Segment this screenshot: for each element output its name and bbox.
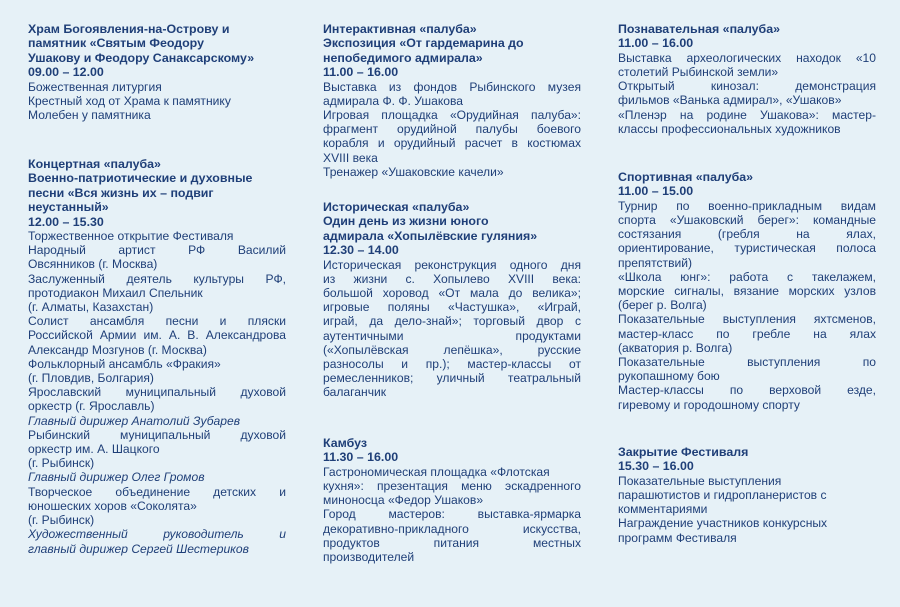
program-section xyxy=(618,445,876,545)
section-text-line: декоративно-прикладного искусства, xyxy=(323,521,581,536)
section-time: 12.00 – 15.30 xyxy=(28,214,104,229)
section-title: Камбуз xyxy=(323,436,367,450)
section-text-line: корабля и орудийный расчет в костюмах xyxy=(323,136,581,151)
section-text-line: Тренажер «Ушаковские качели» xyxy=(323,164,504,179)
section-text-line: продуктов питания местных xyxy=(323,535,581,550)
section-title: адмирала «Хопылёвские гуляния» xyxy=(323,228,538,243)
section-text-line: Фольклорный ансамбль «Фракия» xyxy=(28,356,221,371)
section-time: 11.30 – 16.00 xyxy=(323,450,399,465)
section-title: Историческая «палуба» xyxy=(323,200,470,214)
section-text-line: большой хоровод «От мала до велика»; xyxy=(323,286,581,301)
section-text-line: Выставка из фондов Рыбинского музея xyxy=(323,79,581,94)
section-text-line: Показательные выступления яхтсменов, xyxy=(618,312,876,327)
section-text-line: оркестр им. А. Шацкого xyxy=(28,442,160,457)
section-time: 11.00 – 15.00 xyxy=(618,184,694,199)
section-text-line: мастер-класс по гребле на ялах xyxy=(618,326,876,341)
section-text-line: Выставка археологических находок «10 xyxy=(618,50,876,65)
section-text-line: (акватория р. Волга) xyxy=(618,340,733,355)
section-text-line: фильмов «Ванька адмирал», «Ушаков» xyxy=(618,93,842,108)
program-section xyxy=(323,200,581,400)
section-title: Военно-патриотические и духовные xyxy=(28,171,253,186)
section-text-line: Молебен у памятника xyxy=(28,108,151,123)
section-text-line: Мастер-классы по верховой езде, xyxy=(618,383,876,398)
section-text-line: адмирала Ф. Ф. Ушакова xyxy=(323,93,464,108)
section-text-line: Главный дирижер Анатолий Зубарев xyxy=(28,413,241,428)
section-text-line: Божественная литургия xyxy=(28,79,162,94)
section-text-line: «Пленэр на родине Ушакова»: мастер- xyxy=(618,107,876,122)
section-text-line: (г. Рыбинск) xyxy=(28,513,95,528)
section-text-line: рукопашному бою xyxy=(618,369,720,384)
section-time: 11.00 – 16.00 xyxy=(618,36,694,51)
section-text-line: производителей xyxy=(323,550,415,565)
section-text-line: (г. Пловдив, Болгария) xyxy=(28,371,154,386)
section-text-line: комментариями xyxy=(618,502,708,517)
section-text-line: Игровая площадка «Орудийная палуба»: xyxy=(323,108,581,123)
section-text-line: фрагмент орудийной палубы боевого xyxy=(323,122,581,137)
section-title: неустанный» xyxy=(28,200,109,215)
section-text-line: программ Фестиваля xyxy=(618,530,737,545)
section-title: памятник «Святым Феодору xyxy=(28,36,204,51)
section-text-line: разносолы и пр.); мастер-классы от xyxy=(323,357,581,372)
section-title: Спортивная «палуба» xyxy=(618,170,754,184)
section-time: 15.30 – 16.00 xyxy=(618,459,694,474)
section-text-line: протодиакон Михаил Спельник xyxy=(28,285,203,300)
section-text-line: Российской Армии им. А. В. Александрова xyxy=(28,328,286,343)
section-text-line: Награждение участников конкурсных xyxy=(618,516,828,531)
section-text-line: аутентичными продуктами xyxy=(323,328,581,343)
section-text-line: Гастрономическая площадка «Флотская xyxy=(323,464,550,479)
section-text-line: состязания (гребля на ялах, xyxy=(618,227,876,242)
section-text-line: из жизни с. Хопылево XVIII века: xyxy=(323,271,581,286)
program-section xyxy=(28,22,286,122)
section-title: Интерактивная «палуба» xyxy=(323,22,477,36)
section-text-line: «Школа юнг»: работа с такелажем, xyxy=(618,269,876,284)
section-text-line: столетий Рыбинской земли» xyxy=(618,65,779,80)
section-text-line: Крестный ход от Храма к памятнику xyxy=(28,93,231,108)
section-text-line: ремесленников; уличный театральный xyxy=(323,371,581,386)
section-text-line: Ярославский муниципальный духовой xyxy=(28,385,286,400)
program-section xyxy=(618,22,876,136)
section-time: 12.30 – 14.00 xyxy=(323,243,399,258)
section-title: непобедимого адмирала» xyxy=(323,50,483,65)
section-text-line: (г. Рыбинск) xyxy=(28,456,95,471)
section-text-line: Торжественное открытие Фестиваля xyxy=(28,229,234,244)
section-text-line: играй, да дело-знай»; торговый двор с xyxy=(323,314,581,329)
section-text-line: Художественный руководитель и xyxy=(28,527,286,542)
section-text-line: Овсянников (г. Москва) xyxy=(28,257,158,272)
section-text-line: игровые поляны «Частушка», «Играй, xyxy=(323,300,581,315)
section-text-line: оркестр (г. Ярославль) xyxy=(28,399,155,414)
section-text-line: гиревому и городошному спорту xyxy=(618,397,800,412)
section-title: Концертная «палуба» xyxy=(28,157,161,171)
section-text-line: классы профессиональных художников xyxy=(618,121,841,136)
section-time: 09.00 – 12.00 xyxy=(28,65,104,80)
section-text-line: (берег р. Волга) xyxy=(618,298,707,313)
section-time: 11.00 – 16.00 xyxy=(323,65,399,80)
section-text-line: Александр Мозгунов (г. Москва) xyxy=(28,342,207,357)
section-text-line: морские сигналы, вязание морских узлов xyxy=(618,284,876,299)
section-text-line: балаганчик xyxy=(323,385,387,400)
section-text-line: Заслуженный деятель культуры РФ, xyxy=(28,271,286,286)
section-text-line: спорта «Ушаковский берег»: командные xyxy=(618,213,876,228)
section-text-line: парашютистов и гидропланеристов с xyxy=(618,488,827,503)
section-text-line: Открытый кинозал: демонстрация xyxy=(618,79,876,94)
section-title: Экспозиция «От гардемарина до xyxy=(323,36,524,51)
section-text-line: («Хопылёвская лепёшка», русские xyxy=(323,342,581,357)
program-section xyxy=(323,22,581,179)
section-title: Закрытие Фестиваля xyxy=(618,445,749,459)
section-text-line: кухня»: презентация меню эскадренного xyxy=(323,479,581,494)
section-text-line: Показательные выступления по xyxy=(618,355,876,370)
section-text-line: препятствий) xyxy=(618,255,693,270)
program-section xyxy=(618,170,876,412)
section-title: Один день из жизни юного xyxy=(323,214,489,229)
section-text-line: Народный артист РФ Василий xyxy=(28,243,286,258)
section-title: песни «Вся жизнь их – подвиг xyxy=(28,185,214,200)
program-section xyxy=(28,157,286,556)
section-text-line: ориентирование, туристическая полоса xyxy=(618,241,876,256)
section-text-line: миноносца «Федор Ушаков» xyxy=(323,493,484,508)
section-text-line: XVIII века xyxy=(323,150,378,165)
section-title: Храм Богоявления-на-Острову и xyxy=(28,22,230,36)
section-text-line: Историческая реконструкция одного дня xyxy=(323,257,581,272)
section-text-line: Показательные выступления xyxy=(618,473,782,488)
program-section xyxy=(323,436,581,564)
section-text-line: (г. Алматы, Казахстан) xyxy=(28,300,154,315)
section-text-line: Солист ансамбля песни и пляски xyxy=(28,314,286,329)
section-text-line: Главный дирижер Олег Громов xyxy=(28,470,205,485)
section-title: Познавательная «палуба» xyxy=(618,22,780,36)
section-text-line: юношеских хоров «Соколята» xyxy=(28,498,197,513)
section-text-line: Город мастеров: выставка-ярмарка xyxy=(323,507,581,522)
section-title: Ушакову и Феодору Санаксарскому» xyxy=(28,50,255,65)
section-text-line: Творческое объединение детских и xyxy=(28,484,286,499)
section-text-line: главный дирижер Сергей Шестериков xyxy=(28,541,249,556)
section-text-line: Рыбинский муниципальный духовой xyxy=(28,427,286,442)
section-text-line: Турнир по военно-прикладным видам xyxy=(618,198,876,213)
